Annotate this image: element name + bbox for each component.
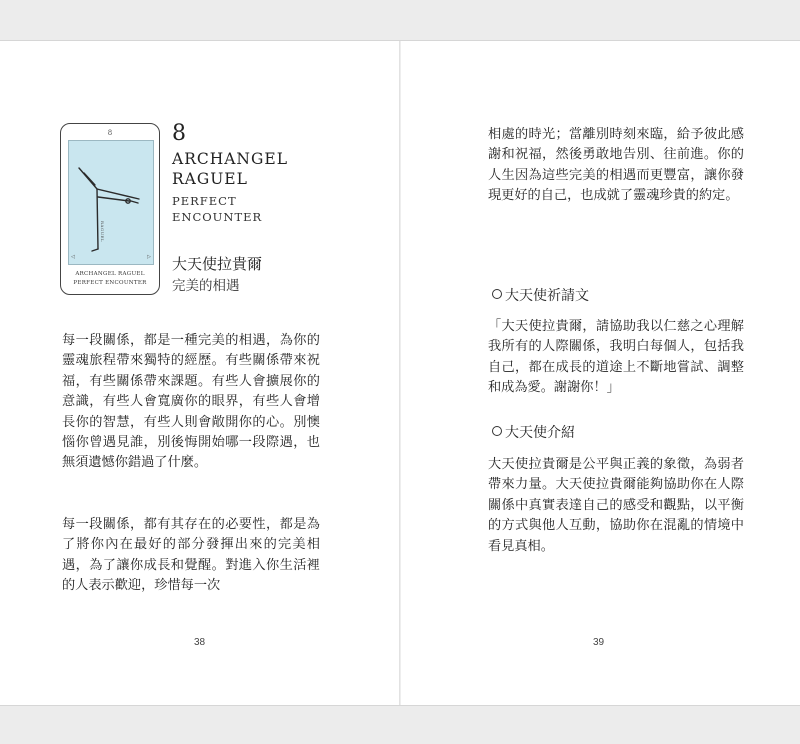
card-number: 8 — [107, 129, 113, 137]
card-art-label: RAGUEL — [100, 221, 105, 243]
prayer-paragraph: 「大天使拉貴爾，請協助我以仁慈之心理解我所有的人際關係，我明白每個人，包括我自己，都在成長的道途上不斷地嘗試、調整和成為愛。謝謝你！」 — [488, 319, 744, 396]
circle-bullet-icon — [492, 289, 502, 299]
card-corner-right: ▷ — [147, 254, 151, 260]
oracle-card — [60, 123, 160, 295]
card-heading-name — [172, 149, 288, 189]
staff-glyph-icon — [69, 141, 155, 266]
page-number-left: 38 — [194, 637, 206, 648]
heading-name-line2: RAGUEL — [172, 170, 248, 188]
chinese-card-subtitle: 完美的相遇 — [172, 278, 240, 294]
heading-subtitle-line2: ENCOUNTER — [172, 210, 263, 224]
chinese-angel-name: 大天使拉貴爾 — [172, 255, 263, 273]
body-paragraph-1: 每一段關係，都是一種完美的相遇，為你的靈魂旅程帶來獨特的經歷。有些關係帶來祝福，有些關係帶來課題。有些人會擴展你的意識，有些人會寬廣你的眼界，有些人會增長你的智慧，有些人則會敞開你的心。別懊惱你曾遇見誰，別後悔開始哪一段際遇，也無須遺憾你錯過了什麼。 — [62, 333, 320, 471]
continuation-paragraph: 相處的時光；當離別時刻來臨，給予彼此感謝和祝福，然後勇敢地告別、往前進。你的人生因為這些完美的相遇而更豐富，讓你發現更好的自己，也成就了靈魂珍貴的約定。 — [488, 127, 744, 204]
body-paragraph-2: 每一段關係，都有其存在的必要性，都是為了將你內在最好的部分發揮出來的完美相遇，為了讓你成長和覺醒。對進入你生活裡的人表示歡迎，珍惜每一次 — [62, 517, 320, 594]
card-caption-name: ARCHANGEL RAGUEL — [75, 271, 145, 277]
left-page — [0, 41, 400, 705]
prayer-heading-text: 大天使祈請文 — [505, 288, 589, 304]
card-corner-left: ◁ — [71, 254, 75, 260]
card-artwork — [68, 140, 154, 265]
prayer-heading — [492, 287, 589, 305]
page-number-right: 39 — [593, 637, 605, 648]
heading-name-line1: ARCHANGEL — [172, 150, 288, 168]
card-heading-number: 8 — [172, 121, 186, 146]
intro-paragraph: 大天使拉貴爾是公平與正義的象徵，為弱者帶來力量。大天使拉貴爾能夠協助你在人際關係中真實表達自己的感受和觀點，以平衡的方式與他人互動，協助你在混亂的情境中看見真相。 — [488, 457, 744, 554]
intro-heading — [492, 424, 575, 442]
card-heading-subtitle — [172, 193, 262, 225]
heading-subtitle-line1: PERFECT — [172, 194, 237, 208]
circle-bullet-icon — [492, 426, 502, 436]
intro-heading-text: 大天使介紹 — [505, 425, 575, 441]
card-caption-subtitle: PERFECT ENCOUNTER — [73, 280, 147, 286]
book-spread — [0, 40, 800, 706]
